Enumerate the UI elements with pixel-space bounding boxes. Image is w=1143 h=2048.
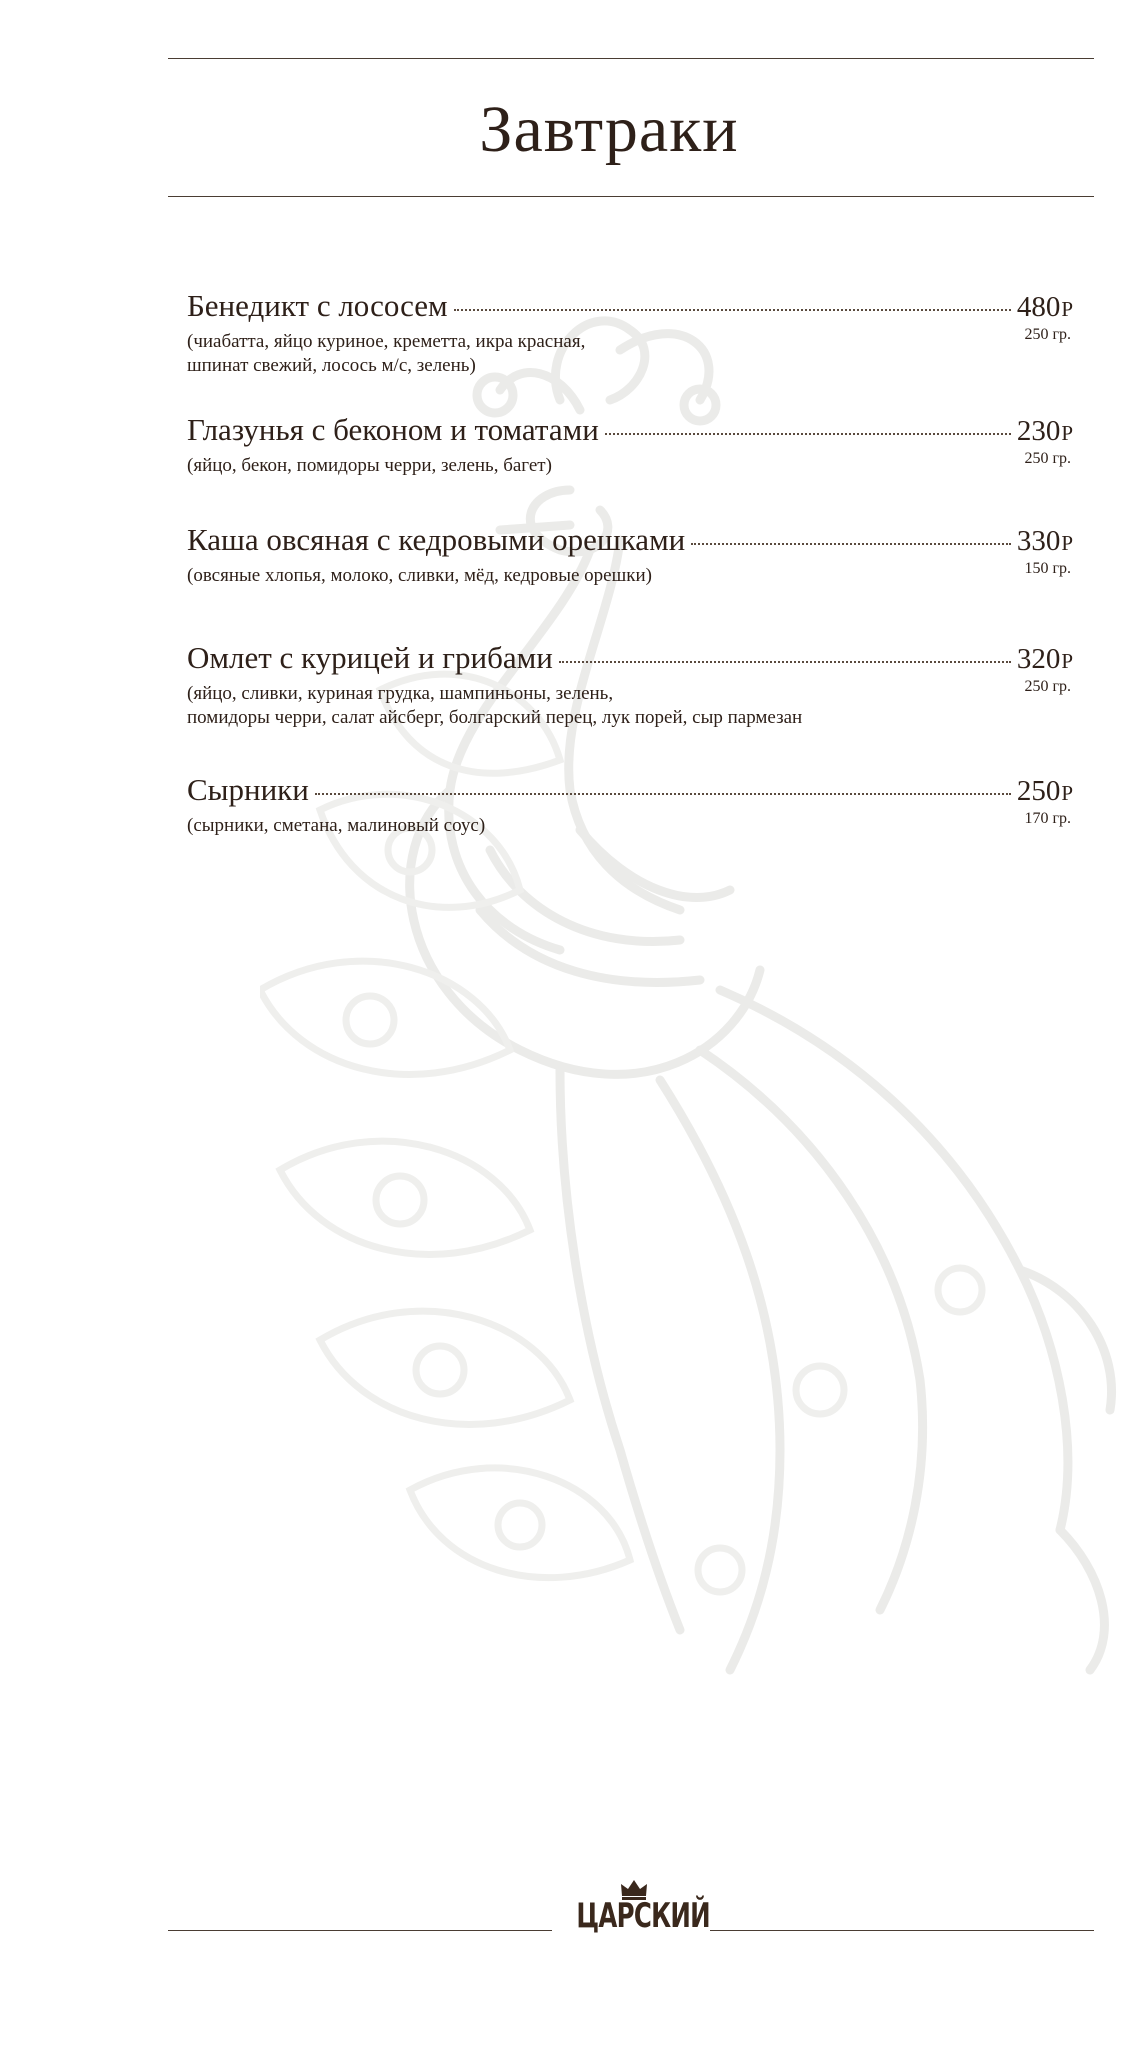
item-weight: 250 гр. xyxy=(1024,326,1071,343)
item-price: 480Р xyxy=(1016,291,1073,323)
item-weight: 250 гр. xyxy=(1024,678,1071,695)
dot-leader xyxy=(691,543,1011,545)
brand-logo xyxy=(554,1878,714,1936)
dot-leader xyxy=(559,661,1011,663)
item-weight: 170 гр. xyxy=(1024,810,1071,827)
item-description: (сырники, сметана, малиновый соус) xyxy=(187,815,486,836)
item-name: Омлет с курицей и грибами xyxy=(187,640,553,675)
dot-leader xyxy=(605,433,1011,435)
menu-item xyxy=(187,772,1073,838)
item-name: Бенедикт с лососем xyxy=(187,288,448,323)
menu-item xyxy=(187,288,1073,378)
item-name: Глазунья с беконом и томатами xyxy=(187,412,599,447)
item-description: (яйцо, сливки, куриная грудка, шампиньоны, зелень, помидоры черри, салат айсберг, болгарский перец, лук порей, сыр пармезан xyxy=(187,683,803,728)
item-description: (овсяные хлопья, молоко, сливки, мёд, кедровые орешки) xyxy=(187,565,652,586)
header-top-rule xyxy=(168,58,1094,59)
currency-symbol: Р xyxy=(1061,781,1073,805)
item-name: Каша овсяная с кедровыми орешками xyxy=(187,522,686,557)
item-price: 330Р xyxy=(1016,525,1073,557)
logo-text: ЦАРСКИЙ xyxy=(576,1896,710,1936)
dot-leader xyxy=(315,793,1011,795)
page-title: Завтраки xyxy=(479,93,739,166)
item-weight: 150 гр. xyxy=(1024,560,1071,577)
currency-symbol: Р xyxy=(1061,649,1073,673)
item-description: (чиабатта, яйцо куриное, креметта, икра красная, шпинат свежий, лосось м/с, зелень) xyxy=(187,331,586,376)
header-bottom-rule xyxy=(168,196,1094,197)
menu-item xyxy=(187,412,1073,478)
item-price: 250Р xyxy=(1016,775,1073,807)
currency-symbol: Р xyxy=(1061,297,1073,321)
item-price: 230Р xyxy=(1016,415,1073,447)
currency-symbol: Р xyxy=(1061,421,1073,445)
item-price: 320Р xyxy=(1016,643,1073,675)
menu-item xyxy=(187,522,1073,588)
footer-right-rule xyxy=(710,1930,1094,1931)
item-weight: 250 гр. xyxy=(1024,450,1071,467)
dot-leader xyxy=(454,309,1011,311)
menu-item xyxy=(187,640,1073,730)
currency-symbol: Р xyxy=(1061,531,1073,555)
item-description: (яйцо, бекон, помидоры черри, зелень, багет) xyxy=(187,455,552,476)
footer-left-rule xyxy=(168,1930,552,1931)
item-name: Сырники xyxy=(187,772,309,807)
